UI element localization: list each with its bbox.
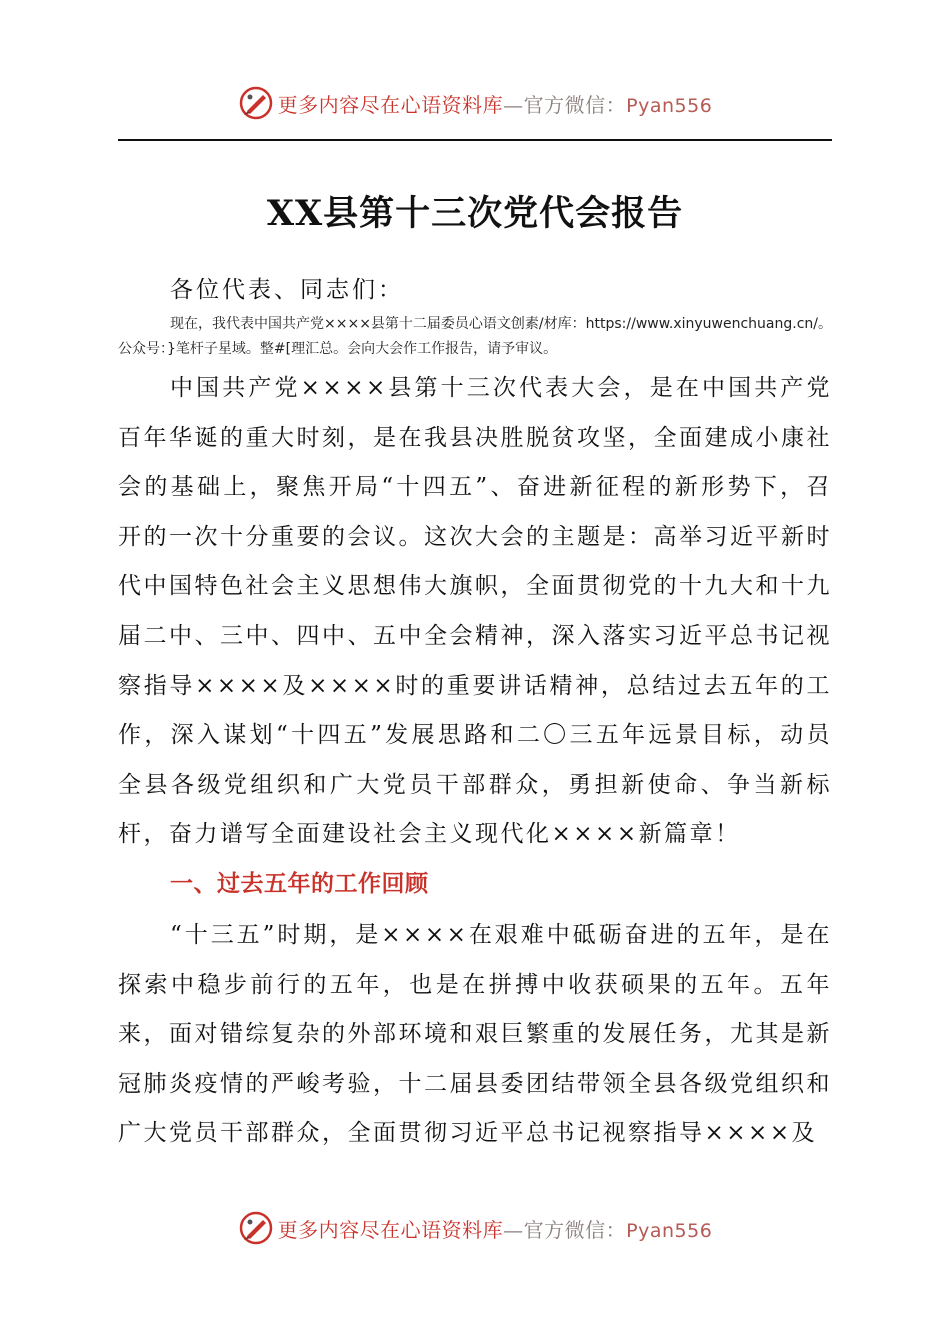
- header-divider: [118, 139, 832, 141]
- body-paragraph-2: “十三五”时期，是××××在艰难中砥砺奋进的五年，是在探索中稳步前行的五年，也是在拼搏中收获硕果的五年。五年来，面对错综复杂的外部环境和艰巨繁重的发展任务，尤其是新冠肺炎疫情的严峻考验，十二届县委团结带领全县各级党组织和广大党员干部群众，全面贯彻习近平总书记视察指导××××及: [118, 922, 832, 1147]
- footer-banner-brand: 更多内容尽在心语资料库: [277, 1217, 504, 1242]
- salutation: 各位代表、同志们：: [170, 277, 404, 303]
- footer-banner: [0, 1208, 950, 1248]
- intro-paragraph: 现在，我代表中国共产党××××县第十二届委员心语文创素/材库：https://www.xinyuwenchuang.cn/。公众号：}笔杆子星域。整#[理汇总。会向大会作工作报告，请予审议。: [118, 316, 832, 357]
- document-title: XX县第十三次党代会报告: [266, 193, 684, 234]
- footer-banner-label: —官方微信：: [503, 1217, 627, 1242]
- header-banner: [0, 83, 950, 123]
- header-banner-brand: 更多内容尽在心语资料库: [277, 92, 504, 117]
- header-banner-label: —官方微信：: [503, 92, 627, 117]
- header-banner-text: [278, 89, 713, 118]
- footer-banner-id: Pyan556: [626, 1219, 713, 1242]
- footer-banner-text: [278, 1214, 713, 1243]
- body-paragraph-1: 中国共产党××××县第十三次代表大会，是在中国共产党百年华诞的重大时刻，是在我县决胜脱贫攻坚，全面建成小康社会的基础上，聚焦开局“十四五”、奋进新征程的新形势下，召开的一次十分重要的会议。这次大会的主题是：高举习近平新时代中国特色社会主义思想伟大旗帜，全面贯彻党的十九大和十九届二中、三中、四中、五中全会精神，深入落实习近平总书记视察指导××××及××××时的重要讲话精神，总结过去五年的工作，深入谋划“十四五”发展思路和二〇三五年远景目标，动员全县各级党组织和广大党员干部群众，勇担新使命、争当新标杆，奋力谱写全面建设社会主义现代化××××新篇章！: [118, 375, 832, 848]
- header-banner-id: Pyan556: [626, 94, 713, 117]
- section-heading: 一、过去五年的工作回顾: [170, 871, 429, 897]
- pen-logo-icon: [238, 1210, 274, 1246]
- pen-logo-icon: [238, 85, 274, 121]
